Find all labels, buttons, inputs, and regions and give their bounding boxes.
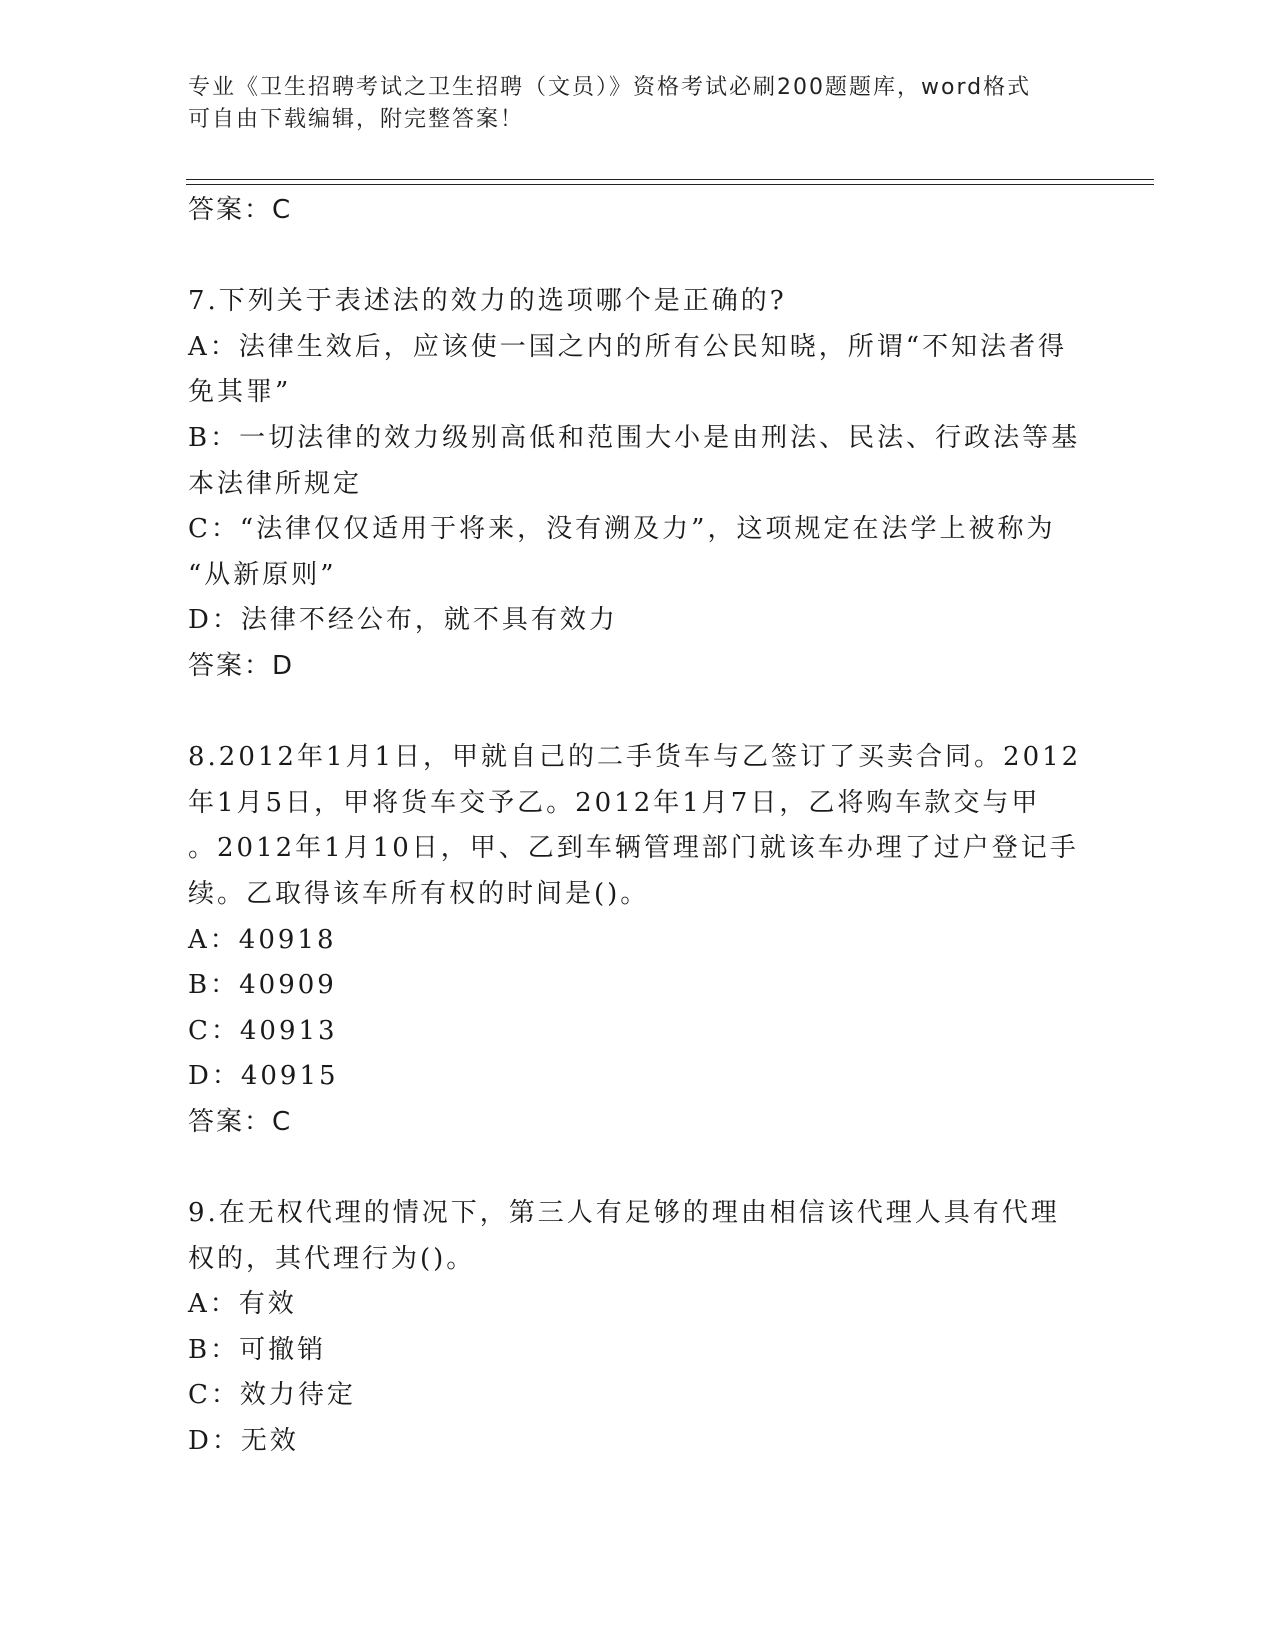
- header-divider-bottom: [186, 184, 1154, 185]
- question-7: [188, 279, 1088, 689]
- question-9: [188, 1191, 1088, 1465]
- question-7-option-c-line-1: C：“法律仅仅适用于将来，没有溯及力”，这项规定在法学上被称为: [188, 514, 1056, 545]
- header-divider-top: [186, 179, 1154, 180]
- spacer: [188, 690, 1088, 736]
- question-7-option-a-line-2: 免其罪”: [188, 377, 292, 408]
- question-7-answer: 答案：D: [188, 650, 295, 681]
- question-8-option-c: C：40913: [188, 1015, 338, 1046]
- question-9-option-c: C：效力待定: [188, 1380, 356, 1411]
- header-line-1: 专业《卫生招聘考试之卫生招聘（文员）》资格考试必刷200题题库，word格式: [188, 75, 1032, 100]
- header-line-2: 可自由下载编辑，附完整答案！: [188, 107, 525, 132]
- question-7-option-b-line-2: 本法律所规定: [188, 468, 363, 499]
- previous-answer: 答案：C: [188, 195, 293, 225]
- question-7-stem: 7.下列关于表述法的效力的选项哪个是正确的?: [188, 286, 787, 317]
- spacer: [188, 1145, 1088, 1191]
- question-8-stem-line-1: 8.2012年1月1日，甲就自己的二手货车与乙签订了买卖合同。2012: [188, 742, 1082, 773]
- question-7-option-a-line-1: A：法律生效后，应该使一国之内的所有公民知晓，所谓“不知法者得: [188, 331, 1068, 362]
- spacer: [188, 234, 1088, 280]
- question-8-option-b: B：40909: [188, 970, 337, 1001]
- question-7-option-c-line-2: “从新原则”: [188, 559, 337, 590]
- question-7-option-d: D：法律不经公布，就不具有效力: [188, 605, 618, 636]
- question-8-option-a: A：40918: [188, 924, 337, 955]
- question-9-option-a: A：有效: [188, 1289, 297, 1320]
- question-8-option-d: D：40915: [188, 1061, 339, 1092]
- document-header: [188, 72, 1088, 136]
- question-8: [188, 735, 1088, 1145]
- question-8-stem-line-3: 。2012年1月10日，甲、乙到车辆管理部门就该车办理了过户登记手: [188, 833, 1079, 864]
- question-9-option-b: B：可撤销: [188, 1334, 327, 1365]
- question-8-answer: 答案：C: [188, 1106, 293, 1137]
- question-8-stem-line-4: 续。乙取得该车所有权的时间是()。: [188, 878, 650, 909]
- question-8-stem-line-2: 年1月5日，甲将货车交予乙。2012年1月7日，乙将购车款交与甲: [188, 787, 1041, 818]
- question-9-option-d: D：无效: [188, 1426, 299, 1457]
- document-body: [188, 188, 1088, 1465]
- question-7-option-b-line-1: B：一切法律的效力级别高低和范围大小是由刑法、民法、行政法等基: [188, 422, 1081, 453]
- question-9-stem-line-2: 权的，其代理行为()。: [188, 1243, 476, 1274]
- question-9-stem-line-1: 9.在无权代理的情况下，第三人有足够的理由相信该代理人具有代理: [188, 1198, 1060, 1229]
